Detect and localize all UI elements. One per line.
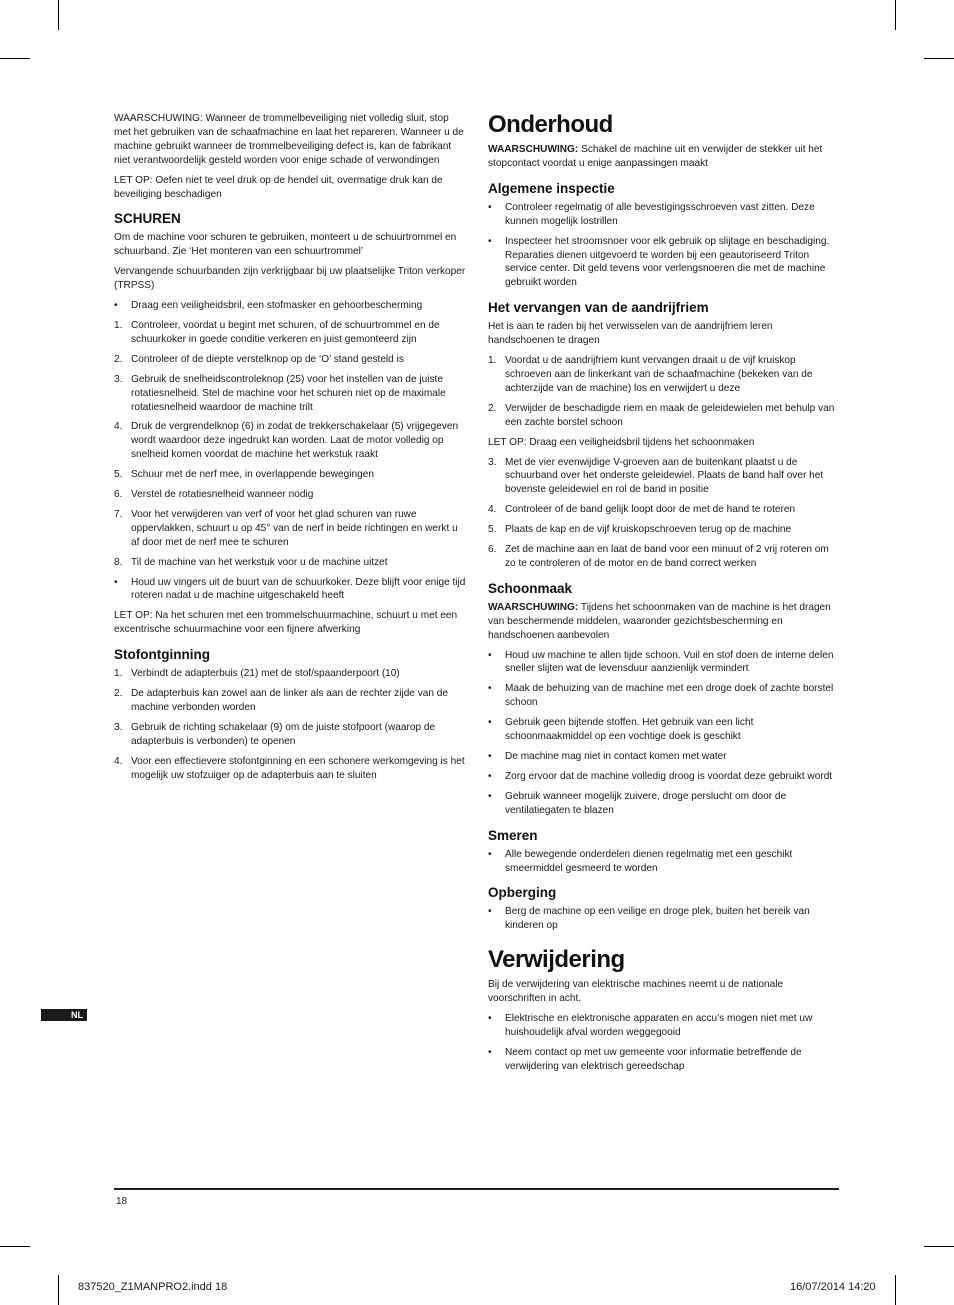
list-marker: • — [488, 1013, 492, 1025]
list-text: Verwijder de beschadigde riem en maak de geleidewielen met behulp van een zachte borstel schoon — [505, 402, 835, 428]
list-item — [488, 354, 841, 396]
list-item — [488, 523, 841, 537]
slug-date: 16/07/2014 14:20 — [790, 1281, 876, 1293]
list-text: Inspecteer het stroomsnoer voor elk gebruik op slijtage en beschadiging. Reparaties dienen uitgevoerd te worden bij een geautoriseerd Triton service center. Dit geld tevens voor verlengsnoeren die met de machine gebruikt worden — [505, 235, 830, 289]
list-marker: 7. — [114, 508, 123, 520]
list-marker: 4. — [114, 421, 123, 433]
list-item — [488, 716, 841, 744]
list-marker: 8. — [114, 556, 123, 568]
list-item — [488, 848, 841, 876]
stofontginning-heading: Stofontginning — [114, 647, 210, 663]
list-marker: • — [488, 201, 492, 213]
list-item — [488, 235, 841, 291]
list-marker: • — [114, 300, 118, 312]
list-item — [488, 1046, 841, 1074]
verwijdering-title: Verwijdering — [488, 946, 625, 974]
list-text: Verbindt de adapterbuis (21) met de stof/spaanderpoort (10) — [131, 668, 400, 680]
list-text: Elektrische en elektronische apparaten en accu’s mogen niet met uw huishoudelijk afval worden weggegooid — [505, 1013, 813, 1038]
aandrijfriem-list — [488, 354, 841, 430]
list-text: Controleer of de band gelijk loopt door de met de hand te roteren — [505, 504, 796, 516]
crop-mark — [0, 58, 30, 59]
page-number: 18 — [116, 1196, 128, 1207]
list-marker: 2. — [488, 402, 497, 414]
list-text: Berg de machine op een veilige en droge plek, buiten het bereik van kinderen op — [505, 906, 810, 932]
list-item — [114, 468, 466, 482]
list-marker: 1. — [488, 355, 497, 367]
schuren-note: LET OP: Na het schuren met een trommelschuurmachine, schuurt u met een excentrische schuurmachine voor een fijnere afwerking — [114, 610, 458, 636]
schoonmaak-warning — [488, 601, 841, 643]
list-text: Zet de machine aan en laat de band voor een minuut of 2 vrij roteren om zo te controleren of de motor en de band correct werken — [505, 544, 829, 569]
verwijdering-list — [488, 1012, 841, 1074]
list-item — [114, 420, 466, 462]
stofontginning-list — [114, 667, 466, 782]
left-column — [114, 112, 466, 789]
list-marker: • — [488, 906, 492, 918]
list-item — [488, 201, 841, 229]
list-text: Neem contact op met uw gemeente voor informatie betreffende de verwijdering van elektrisch gereedschap — [505, 1046, 802, 1072]
list-marker: • — [488, 683, 492, 695]
inspectie-list — [488, 201, 841, 290]
list-text: Gebruik de snelheidscontroleknop (25) voor het instellen van de juiste rotatiesnelheid. Stel de machine voor het schuren niet op de maximale rotatiesnelheid waardoor de machine trilt — [131, 373, 446, 413]
list-text: Draag een veiligheidsbril, een stofmasker en gehoorbescherming — [131, 300, 423, 312]
list-marker: 2. — [114, 688, 123, 700]
list-marker: 1. — [114, 668, 123, 680]
opberging-list — [488, 905, 841, 933]
aandrijfriem-heading: Het vervangen van de aandrijfriem — [488, 300, 709, 316]
list-text: Met de vier evenwijdige V-groeven aan de buitenkant plaatst u de schuurband over het onderste geleidewiel. Plaats de band half over het bovenste geleidewiel en rol de band in positie — [505, 456, 824, 496]
list-marker: 6. — [488, 544, 497, 556]
opberging-heading: Opberging — [488, 885, 557, 901]
smeren-list — [488, 848, 841, 876]
warning-text: Tijdens het schoonmaken van de machine is het dragen van beschermende middelen, waaronder gezichtsbescherming en handschoenen aanbevolen — [488, 601, 831, 641]
list-item — [488, 456, 841, 498]
footer-rule — [114, 1188, 839, 1190]
list-text: Verstel de rotatiesnelheid wanneer nodig — [131, 489, 314, 501]
list-item — [488, 1012, 841, 1040]
crop-mark — [58, 0, 59, 30]
list-item — [488, 905, 841, 933]
warning-label: WAARSCHUWING: — [488, 601, 579, 613]
list-marker: • — [488, 235, 492, 247]
smeren-heading: Smeren — [488, 827, 538, 843]
list-item — [114, 373, 466, 415]
intro-warning: WAARSCHUWING: Wanneer de trommelbeveiliging niet volledig sluit, stop met het gebruiken van de schaafmachine en laat het repareren. Wanneer u de machine gebruikt wanneer de trommelbeveiliging defect is, kan de fabrikant niet verantwoordelijk gesteld worden voor enige schade of verwondingen — [114, 113, 464, 166]
list-marker: 5. — [488, 524, 497, 536]
list-item — [114, 319, 466, 347]
list-item — [488, 543, 841, 571]
list-marker: • — [488, 770, 492, 782]
schoonmaak-list — [488, 649, 841, 818]
list-marker: 4. — [114, 755, 123, 767]
list-text: Alle bewegende onderdelen dienen regelmatig met een geschikt smeermiddel gesmeerd te worden — [505, 848, 793, 874]
schuren-list — [114, 299, 466, 603]
list-text: Plaats de kap en de vijf kruiskopschroeven terug op de machine — [505, 524, 792, 536]
crop-mark — [895, 0, 896, 30]
onderhoud-title: Onderhoud — [488, 111, 613, 138]
list-item — [488, 770, 841, 784]
list-item — [488, 402, 841, 430]
list-item — [114, 755, 466, 783]
list-item — [488, 750, 841, 764]
crop-mark — [895, 1275, 896, 1305]
list-text: Controleer regelmatig of alle bevestigingsschroeven vast zitten. Deze kunnen mogelijk lostrillen — [505, 201, 815, 227]
list-text: De adapterbuis kan zowel aan de linker als aan de rechter zijde van de machine verbonden worden — [131, 688, 449, 713]
intro-note: LET OP: Oefen niet te veel druk op de hendel uit, overmatige druk kan de beveiliging beschadigen — [114, 174, 443, 200]
aandrijfriem-intro: Het is aan te raden bij het verwisselen van de aandrijfriem leren handschoenen te dragen — [488, 321, 773, 347]
list-marker: • — [488, 1046, 492, 1058]
onderhoud-warning — [488, 143, 841, 171]
list-text: Houd uw machine te allen tijde schoon. Vuil en stof doen de interne delen sneller slijten wat de levensduur aanzienlijk vermindert — [505, 649, 834, 675]
aandrijfriem-note: LET OP: Draag een veiligheidsbril tijdens het schoonmaken — [488, 436, 755, 448]
list-marker: • — [488, 649, 492, 661]
list-item — [488, 503, 841, 517]
list-text: Gebruik geen bijtende stoffen. Het gebruik van een licht schoonmaakmiddel op een vochtige doek is geschikt — [505, 717, 754, 743]
crop-mark — [58, 1275, 59, 1305]
list-item — [114, 576, 466, 604]
schuren-paragraph: Vervangende schuurbanden zijn verkrijgbaar bij uw plaatselijke Triton verkoper (TRPSS) — [114, 266, 466, 292]
list-marker: 1. — [114, 319, 123, 331]
list-marker: • — [488, 848, 492, 860]
list-marker: 3. — [114, 373, 123, 385]
list-text: Druk de vergrendelknop (6) in zodat de trekkerschakelaar (5) vrijgegeven wordt waardoor deze ingedrukt kan worden. Laat de motor volledig op snelheid komen voordat de machine het werkstuk raakt — [131, 421, 459, 461]
list-marker: 3. — [114, 721, 123, 733]
list-text: Gebruik de richting schakelaar (9) om de juiste stofpoort (waarop de adapterbuis is verbonden) te openen — [131, 721, 436, 747]
list-marker: 3. — [488, 456, 497, 468]
list-item — [114, 488, 466, 502]
list-item — [114, 687, 466, 715]
warning-label: WAARSCHUWING: — [488, 144, 579, 155]
list-text: Voordat u de aandrijfriem kunt vervangen draait u de vijf kruiskop schroeven aan de linkerkant van de schaafmachine (bekeken van de achterzijde van de machine) los en verwijdert u deze — [505, 355, 813, 394]
crop-mark — [0, 1246, 30, 1247]
inspectie-heading: Algemene inspectie — [488, 180, 615, 196]
slug-file: 837520_Z1MANPRO2.indd 18 — [78, 1281, 228, 1293]
list-text: Controleer of de diepte verstelknop op de ‘O’ stand gesteld is — [131, 353, 404, 365]
schuren-heading: SCHUREN — [114, 211, 181, 227]
list-text: Til de machine van het werkstuk voor u de machine uitzet — [131, 556, 388, 568]
list-marker: • — [488, 790, 492, 802]
list-text: De machine mag niet in contact komen met water — [505, 751, 727, 762]
list-text: Controleer, voordat u begint met schuren, of de schuurtrommel en de schuurkoker in goede conditie verkeren en juist gemonteerd zijn — [131, 319, 440, 345]
list-item — [114, 667, 466, 681]
list-marker: 2. — [114, 353, 123, 365]
list-item — [114, 721, 466, 749]
schoonmaak-heading: Schoonmaak — [488, 580, 573, 596]
list-item — [488, 682, 841, 710]
list-item — [488, 649, 841, 677]
list-marker: • — [114, 576, 118, 588]
warning-text: Schakel de machine uit en verwijder de stekker uit het stopcontact voordat u enige aanpassingen maakt — [488, 144, 823, 169]
crop-mark — [924, 1246, 954, 1247]
crop-mark — [924, 58, 954, 59]
list-text: Gebruik wanneer mogelijk zuivere, droge perslucht om door de ventilatiegaten te blazen — [505, 790, 787, 816]
list-marker: 6. — [114, 489, 123, 501]
right-column — [488, 112, 841, 1080]
list-item — [114, 353, 466, 367]
list-item — [488, 790, 841, 818]
list-item — [114, 508, 466, 550]
list-text: Voor een effectievere stofontginning en een schonere werkomgeving is het mogelijk uw stofzuiger op de adapterbuis aan te sluiten — [131, 755, 465, 781]
list-item — [114, 299, 466, 313]
list-text: Voor het verwijderen van verf of voor het glad schuren van ruwe oppervlakken, schuurt u op 45° van de nerf in beide richtingen en werkt u af door met de nerf mee te schuren — [131, 508, 458, 548]
language-tab: NL — [41, 1009, 87, 1021]
list-text: Maak de behuizing van de machine met een droge doek of zachte borstel schoon — [505, 683, 834, 709]
list-item — [114, 556, 466, 570]
list-text: Schuur met de nerf mee, in overlappende bewegingen — [131, 469, 374, 481]
list-text: Zorg ervoor dat de machine volledig droog is voordat deze gebruikt wordt — [505, 770, 833, 782]
verwijdering-intro: Bij de verwijdering van elektrische machines neemt u de nationale voorschriften in acht. — [488, 979, 784, 1005]
list-marker: 4. — [488, 504, 497, 516]
list-marker: • — [488, 717, 492, 729]
aandrijfriem-list — [488, 456, 841, 571]
list-marker: 5. — [114, 469, 123, 481]
schuren-paragraph: Om de machine voor schuren te gebruiken, monteert u de schuurtrommel en schuurband. Zie ‘Het monteren van een schuurtrommel’ — [114, 232, 457, 258]
list-text: Houd uw vingers uit de buurt van de schuurkoker. Deze blijft voor enige tijd roteren nadat u de machine uitgeschakeld heeft — [131, 576, 466, 602]
list-marker: • — [488, 751, 492, 762]
